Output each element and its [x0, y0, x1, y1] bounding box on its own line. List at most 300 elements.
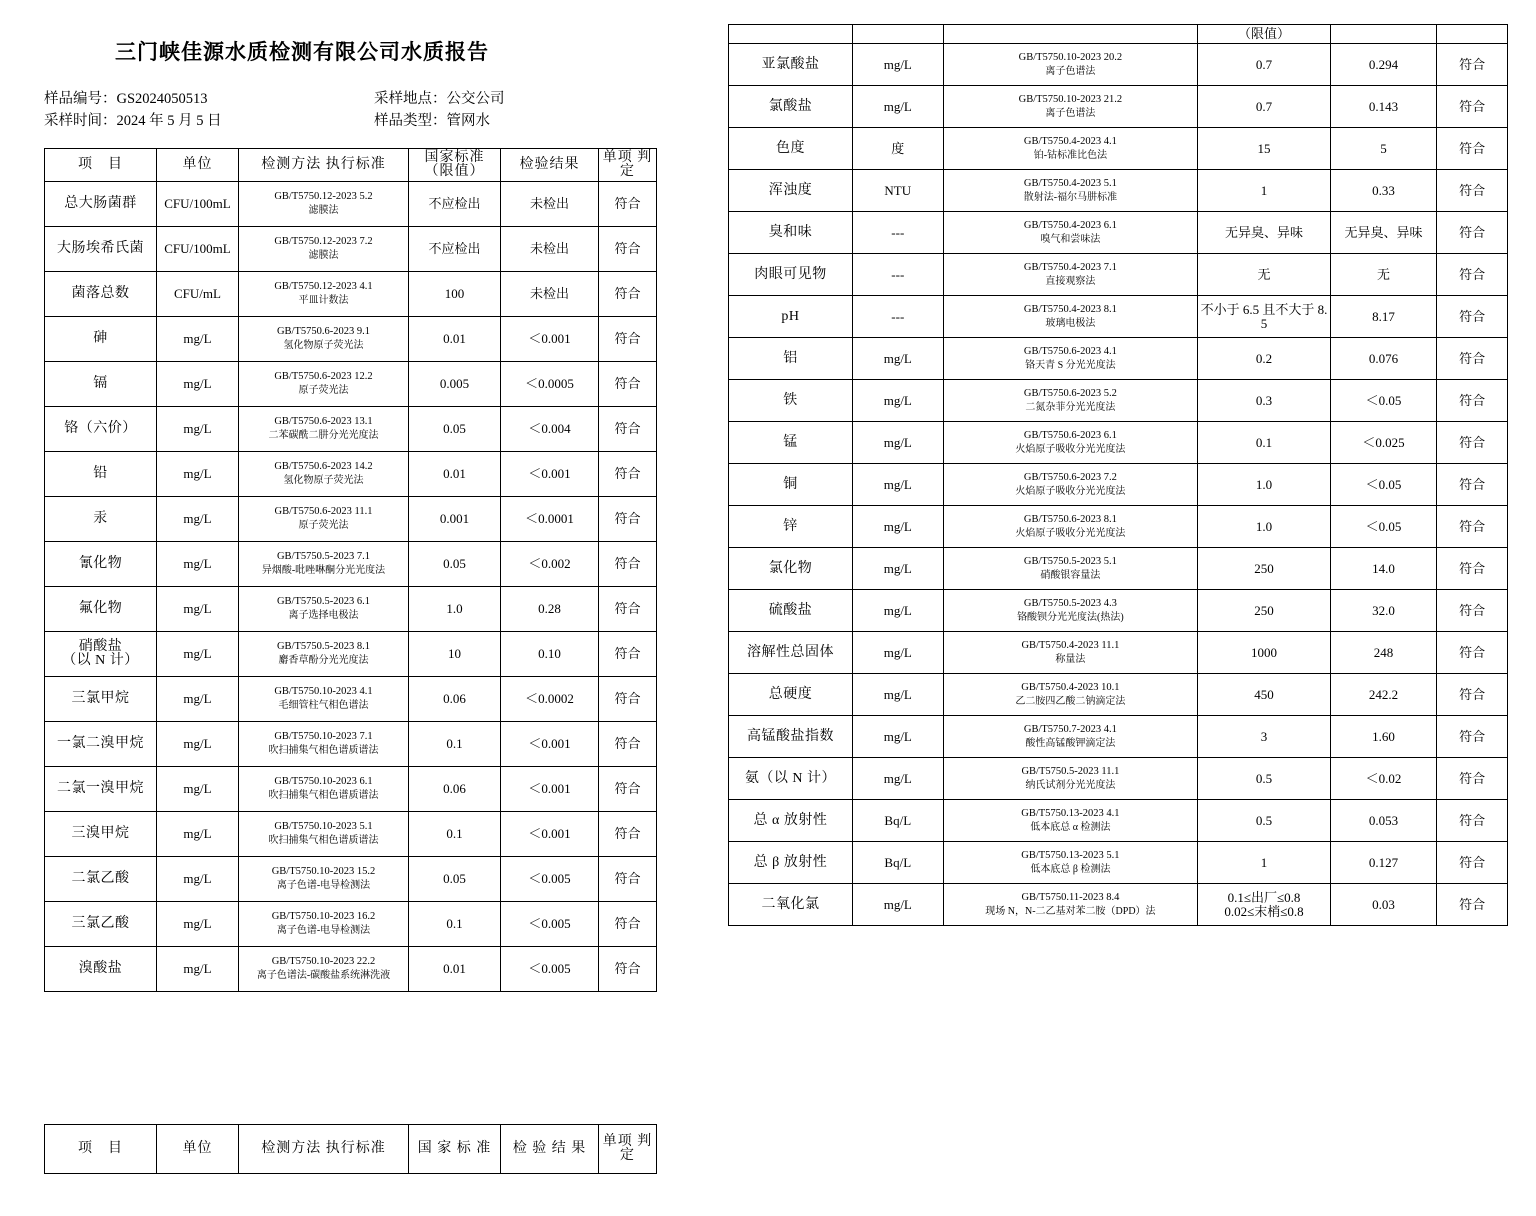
right-method: GB/T5750.4-2023 6.1 嗅气和尝味法 — [943, 212, 1198, 254]
right-result: 0.294 — [1330, 44, 1436, 86]
right-verdict: 符合 — [1437, 44, 1508, 86]
stub-col-verdict — [599, 1125, 657, 1174]
table-row — [45, 767, 657, 812]
left-method: GB/T5750.10-2023 16.2 离子色谱-电导检测法 — [239, 902, 409, 947]
table-row — [45, 542, 657, 587]
left-standard: 1.0 — [409, 587, 501, 632]
right-unit: mg/L — [852, 380, 943, 422]
stub-col-item: 项 目 — [45, 1125, 157, 1174]
right-verdict: 符合 — [1437, 170, 1508, 212]
sample-no-field — [44, 88, 374, 110]
left-result: 0.10 — [501, 632, 599, 677]
right-standard: 3 — [1198, 716, 1331, 758]
stub-col-unit: 单位 — [157, 1125, 239, 1174]
left-unit: mg/L — [157, 767, 239, 812]
right-verdict: 符合 — [1437, 800, 1508, 842]
right-unit: mg/L — [852, 674, 943, 716]
right-result: ＜0.02 — [1330, 758, 1436, 800]
right-method: GB/T5750.13-2023 4.1 低本底总 α 检测法 — [943, 800, 1198, 842]
right-item-name: 二氧化氯 — [729, 884, 853, 926]
right-col-item — [729, 25, 853, 44]
left-result: ＜0.001 — [501, 812, 599, 857]
table-row — [45, 317, 657, 362]
right-standard: 0.5 — [1198, 758, 1331, 800]
right-results-table — [728, 24, 1508, 926]
col-item: 项 目 — [45, 149, 157, 182]
right-verdict: 符合 — [1437, 884, 1508, 926]
left-result: ＜0.0001 — [501, 497, 599, 542]
right-standard: 1000 — [1198, 632, 1331, 674]
left-table-body — [45, 182, 657, 992]
table-header-row — [45, 149, 657, 182]
right-unit: mg/L — [852, 86, 943, 128]
col-verdict-line2: 判定 — [620, 150, 653, 179]
stub-col-verdict-line1: 单项 — [602, 1134, 633, 1149]
left-item-name: 二氯一溴甲烷 — [45, 767, 157, 812]
left-verdict: 符合 — [599, 722, 657, 767]
left-standard: 0.1 — [409, 722, 501, 767]
right-method: GB/T5750.6-2023 5.2 二氮杂菲分光光度法 — [943, 380, 1198, 422]
left-method: GB/T5750.6-2023 14.2 氢化物原子荧光法 — [239, 452, 409, 497]
left-standard: 0.01 — [409, 947, 501, 992]
right-unit: mg/L — [852, 338, 943, 380]
right-method: GB/T5750.4-2023 11.1 称量法 — [943, 632, 1198, 674]
right-method: GB/T5750.4-2023 10.1 乙二胺四乙酸二钠滴定法 — [943, 674, 1198, 716]
table-row — [45, 947, 657, 992]
table-row — [729, 842, 1508, 884]
table-row — [45, 452, 657, 497]
left-standard: 0.001 — [409, 497, 501, 542]
right-col-method — [943, 25, 1198, 44]
table-row — [45, 227, 657, 272]
table-row — [729, 422, 1508, 464]
right-verdict: 符合 — [1437, 422, 1508, 464]
right-item-name: 锰 — [729, 422, 853, 464]
site-value: 公交公司 — [446, 91, 505, 107]
right-standard: 1 — [1198, 842, 1331, 884]
right-unit: mg/L — [852, 548, 943, 590]
sample-no-label: 样品编号： — [44, 91, 117, 107]
left-result: ＜0.005 — [501, 857, 599, 902]
right-verdict: 符合 — [1437, 464, 1508, 506]
right-item-name: 高锰酸盐指数 — [729, 716, 853, 758]
continuation-header-table — [44, 1124, 657, 1174]
right-unit: mg/L — [852, 44, 943, 86]
left-item-name: 三氯乙酸 — [45, 902, 157, 947]
table-row — [729, 716, 1508, 758]
left-result: 0.28 — [501, 587, 599, 632]
left-verdict: 符合 — [599, 272, 657, 317]
left-method: GB/T5750.6-2023 13.1 二苯碳酰二肼分光光度法 — [239, 407, 409, 452]
right-verdict: 符合 — [1437, 128, 1508, 170]
right-unit: NTU — [852, 170, 943, 212]
right-method: GB/T5750.5-2023 5.1 硝酸银容量法 — [943, 548, 1198, 590]
right-unit: mg/L — [852, 506, 943, 548]
right-item-name: pH — [729, 296, 853, 338]
left-verdict: 符合 — [599, 407, 657, 452]
right-verdict: 符合 — [1437, 212, 1508, 254]
table-row — [45, 812, 657, 857]
table-row — [729, 338, 1508, 380]
right-result: 32.0 — [1330, 590, 1436, 632]
right-col-unit — [852, 25, 943, 44]
left-method: GB/T5750.10-2023 4.1 毛细管柱气相色谱法 — [239, 677, 409, 722]
left-standard: 0.005 — [409, 362, 501, 407]
right-item-name: 铁 — [729, 380, 853, 422]
col-unit: 单位 — [157, 149, 239, 182]
table-row — [45, 272, 657, 317]
table-row — [729, 170, 1508, 212]
stub-col-method — [239, 1125, 409, 1174]
left-unit: CFU/100mL — [157, 182, 239, 227]
sampling-time-value: 2024 年 5 月 5 日 — [116, 113, 222, 129]
left-standard: 0.05 — [409, 542, 501, 587]
right-standard: 不小于 6.5 且不大于 8.5 — [1198, 296, 1331, 338]
right-method: GB/T5750.7-2023 4.1 酸性高锰酸钾滴定法 — [943, 716, 1198, 758]
right-unit: mg/L — [852, 632, 943, 674]
right-result: ＜0.025 — [1330, 422, 1436, 464]
right-unit: 度 — [852, 128, 943, 170]
sample-no-value: GS2024050513 — [116, 91, 208, 107]
right-item-name: 总硬度 — [729, 674, 853, 716]
right-verdict: 符合 — [1437, 380, 1508, 422]
stub-col-method-line1: 检测方法 — [261, 1141, 322, 1156]
left-verdict: 符合 — [599, 542, 657, 587]
sampling-time-label: 采样时间： — [44, 113, 117, 129]
left-unit: mg/L — [157, 407, 239, 452]
right-unit: mg/L — [852, 716, 943, 758]
continuation-header-row — [45, 1125, 657, 1174]
stub-col-method-line2: 执行标准 — [325, 1141, 386, 1156]
left-standard: 0.06 — [409, 677, 501, 722]
right-result: ＜0.05 — [1330, 464, 1436, 506]
table-row — [729, 506, 1508, 548]
left-item-name: 硝酸盐 （以 N 计） — [45, 632, 157, 677]
right-method: GB/T5750.5-2023 4.3 铬酸钡分光光度法(热法) — [943, 590, 1198, 632]
left-item-name: 铬（六价） — [45, 407, 157, 452]
left-item-name: 三溴甲烷 — [45, 812, 157, 857]
left-verdict: 符合 — [599, 677, 657, 722]
left-unit: mg/L — [157, 812, 239, 857]
left-result: 未检出 — [501, 182, 599, 227]
left-standard: 0.05 — [409, 857, 501, 902]
col-standard-line2: （限值） — [424, 164, 485, 179]
left-unit: mg/L — [157, 857, 239, 902]
right-item-name: 肉眼可见物 — [729, 254, 853, 296]
right-unit: mg/L — [852, 590, 943, 632]
left-unit: mg/L — [157, 542, 239, 587]
left-method: GB/T5750.12-2023 7.2 滤膜法 — [239, 227, 409, 272]
right-result: 0.143 — [1330, 86, 1436, 128]
left-item-name: 溴酸盐 — [45, 947, 157, 992]
col-method-line1: 检测方法 — [261, 157, 322, 172]
right-verdict: 符合 — [1437, 254, 1508, 296]
right-method: GB/T5750.4-2023 5.1 散射法-福尔马肼标准 — [943, 170, 1198, 212]
right-method: GB/T5750.6-2023 7.2 火焰原子吸收分光光度法 — [943, 464, 1198, 506]
left-standard: 0.05 — [409, 407, 501, 452]
left-unit: mg/L — [157, 947, 239, 992]
left-result: ＜0.002 — [501, 542, 599, 587]
left-verdict: 符合 — [599, 497, 657, 542]
left-standard: 0.06 — [409, 767, 501, 812]
table-row — [45, 497, 657, 542]
right-method: GB/T5750.4-2023 7.1 直接观察法 — [943, 254, 1198, 296]
right-result: 无 — [1330, 254, 1436, 296]
right-standard: 15 — [1198, 128, 1331, 170]
right-verdict: 符合 — [1437, 338, 1508, 380]
right-verdict: 符合 — [1437, 674, 1508, 716]
left-method: GB/T5750.5-2023 6.1 离子选择电极法 — [239, 587, 409, 632]
right-verdict: 符合 — [1437, 86, 1508, 128]
left-method: GB/T5750.6-2023 9.1 氢化物原子荧光法 — [239, 317, 409, 362]
left-verdict: 符合 — [599, 452, 657, 497]
left-unit: mg/L — [157, 902, 239, 947]
right-method: GB/T5750.4-2023 4.1 铂-钴标准比色法 — [943, 128, 1198, 170]
left-verdict: 符合 — [599, 587, 657, 632]
left-standard: 不应检出 — [409, 182, 501, 227]
right-item-name: 氨（以 N 计） — [729, 758, 853, 800]
table-row — [729, 380, 1508, 422]
meta-row-1 — [44, 88, 654, 110]
right-standard: 无 — [1198, 254, 1331, 296]
left-method: GB/T5750.10-2023 22.2 离子色谱法-碳酸盐系统淋洗液 — [239, 947, 409, 992]
sampling-time-field — [44, 110, 374, 132]
col-standard-line1: 国家标准 — [424, 150, 485, 165]
table-row — [729, 884, 1508, 926]
table-row — [45, 182, 657, 227]
right-item-name: 铝 — [729, 338, 853, 380]
left-item-name: 三氯甲烷 — [45, 677, 157, 722]
right-standard: 0.7 — [1198, 44, 1331, 86]
right-result: 248 — [1330, 632, 1436, 674]
left-verdict: 符合 — [599, 767, 657, 812]
right-result: 242.2 — [1330, 674, 1436, 716]
right-standard: 250 — [1198, 548, 1331, 590]
right-standard: 无异臭、异味 — [1198, 212, 1331, 254]
right-verdict: 符合 — [1437, 590, 1508, 632]
right-standard: 0.7 — [1198, 86, 1331, 128]
left-standard: 0.1 — [409, 902, 501, 947]
sample-type-value: 管网水 — [446, 113, 490, 129]
right-result: 5 — [1330, 128, 1436, 170]
meta-row-2 — [44, 110, 654, 132]
right-standard: 0.5 — [1198, 800, 1331, 842]
table-row — [729, 800, 1508, 842]
left-result: 未检出 — [501, 272, 599, 317]
right-unit: Bq/L — [852, 800, 943, 842]
right-method: GB/T5750.6-2023 4.1 铬天青 S 分光光度法 — [943, 338, 1198, 380]
table-row — [729, 86, 1508, 128]
left-item-name: 一氯二溴甲烷 — [45, 722, 157, 767]
table-row — [45, 362, 657, 407]
stub-col-verdict-line2: 判定 — [620, 1134, 653, 1163]
right-item-name: 硫酸盐 — [729, 590, 853, 632]
table-row — [729, 758, 1508, 800]
right-standard: 450 — [1198, 674, 1331, 716]
right-item-name: 锌 — [729, 506, 853, 548]
right-verdict: 符合 — [1437, 842, 1508, 884]
sample-type-label: 样品类型： — [374, 113, 447, 129]
right-item-name: 铜 — [729, 464, 853, 506]
col-method — [239, 149, 409, 182]
stub-col-standard: 国 家 标 准 — [409, 1125, 501, 1174]
left-unit: CFU/mL — [157, 272, 239, 317]
table-row — [45, 587, 657, 632]
left-verdict: 符合 — [599, 362, 657, 407]
right-result: 8.17 — [1330, 296, 1436, 338]
left-item-name: 氟化物 — [45, 587, 157, 632]
left-verdict: 符合 — [599, 182, 657, 227]
col-verdict-line1: 单项 — [602, 150, 633, 165]
right-unit: --- — [852, 296, 943, 338]
right-method: GB/T5750.5-2023 11.1 纳氏试剂分光光度法 — [943, 758, 1198, 800]
left-item-name: 砷 — [45, 317, 157, 362]
left-verdict: 符合 — [599, 317, 657, 362]
left-verdict: 符合 — [599, 227, 657, 272]
right-method: GB/T5750.4-2023 8.1 玻璃电极法 — [943, 296, 1198, 338]
left-unit: mg/L — [157, 722, 239, 767]
right-standard: 0.3 — [1198, 380, 1331, 422]
left-result: ＜0.0005 — [501, 362, 599, 407]
right-item-name: 色度 — [729, 128, 853, 170]
left-method: GB/T5750.6-2023 11.1 原子荧光法 — [239, 497, 409, 542]
table-row — [729, 590, 1508, 632]
right-item-name: 臭和味 — [729, 212, 853, 254]
right-standard: 250 — [1198, 590, 1331, 632]
site-field — [374, 88, 634, 110]
left-standard: 100 — [409, 272, 501, 317]
left-unit: mg/L — [157, 587, 239, 632]
right-standard: 1.0 — [1198, 464, 1331, 506]
right-item-name: 总 α 放射性 — [729, 800, 853, 842]
col-method-line2: 执行标准 — [325, 157, 386, 172]
right-method: GB/T5750.10-2023 21.2 离子色谱法 — [943, 86, 1198, 128]
right-col-result — [1330, 25, 1436, 44]
right-item-name: 浑浊度 — [729, 170, 853, 212]
site-label: 采样地点： — [374, 91, 447, 107]
left-unit: mg/L — [157, 497, 239, 542]
right-result: 1.60 — [1330, 716, 1436, 758]
right-result: ＜0.05 — [1330, 380, 1436, 422]
right-item-name: 总 β 放射性 — [729, 842, 853, 884]
left-item-name: 镉 — [45, 362, 157, 407]
right-method: GB/T5750.6-2023 8.1 火焰原子吸收分光光度法 — [943, 506, 1198, 548]
table-row — [729, 44, 1508, 86]
right-verdict: 符合 — [1437, 716, 1508, 758]
right-result: 0.03 — [1330, 884, 1436, 926]
table-row — [729, 254, 1508, 296]
right-item-name: 氯化物 — [729, 548, 853, 590]
right-unit: mg/L — [852, 464, 943, 506]
page-gap — [700, 0, 701, 1216]
right-standard: 0.1≤出厂≤0.8 0.02≤末梢≤0.8 — [1198, 884, 1331, 926]
right-method: GB/T5750.11-2023 8.4 现场 N，N-二乙基对苯二胺（DPD）法 — [943, 884, 1198, 926]
left-results-table — [44, 148, 657, 992]
left-standard: 10 — [409, 632, 501, 677]
table-row — [729, 632, 1508, 674]
right-verdict: 符合 — [1437, 296, 1508, 338]
right-standard: 1 — [1198, 170, 1331, 212]
right-result: 0.33 — [1330, 170, 1436, 212]
left-result: ＜0.001 — [501, 317, 599, 362]
table-row — [729, 128, 1508, 170]
left-item-name: 二氯乙酸 — [45, 857, 157, 902]
left-unit: mg/L — [157, 677, 239, 722]
left-verdict: 符合 — [599, 947, 657, 992]
left-result: ＜0.0002 — [501, 677, 599, 722]
right-unit: mg/L — [852, 422, 943, 464]
col-standard — [409, 149, 501, 182]
left-unit: mg/L — [157, 452, 239, 497]
right-result: ＜0.05 — [1330, 506, 1436, 548]
right-standard: 0.2 — [1198, 338, 1331, 380]
left-result: ＜0.001 — [501, 767, 599, 812]
left-method: GB/T5750.12-2023 4.1 平皿计数法 — [239, 272, 409, 317]
left-method: GB/T5750.6-2023 12.2 原子荧光法 — [239, 362, 409, 407]
table-row — [45, 857, 657, 902]
col-result: 检验结果 — [501, 149, 599, 182]
right-unit: --- — [852, 212, 943, 254]
right-standard: 1.0 — [1198, 506, 1331, 548]
left-verdict: 符合 — [599, 812, 657, 857]
left-item-name: 铅 — [45, 452, 157, 497]
right-method: GB/T5750.10-2023 20.2 离子色谱法 — [943, 44, 1198, 86]
left-method: GB/T5750.12-2023 5.2 滤膜法 — [239, 182, 409, 227]
right-unit: mg/L — [852, 758, 943, 800]
right-item-name: 亚氯酸盐 — [729, 44, 853, 86]
right-result: 0.127 — [1330, 842, 1436, 884]
left-page-column — [0, 0, 700, 1216]
table-row — [729, 548, 1508, 590]
right-verdict: 符合 — [1437, 632, 1508, 674]
left-method: GB/T5750.5-2023 8.1 麝香草酚分光光度法 — [239, 632, 409, 677]
left-item-name: 汞 — [45, 497, 157, 542]
left-unit: mg/L — [157, 317, 239, 362]
right-verdict: 符合 — [1437, 506, 1508, 548]
left-result: 未检出 — [501, 227, 599, 272]
right-table-header-row — [729, 25, 1508, 44]
left-method: GB/T5750.10-2023 15.2 离子色谱-电导检测法 — [239, 857, 409, 902]
left-method: GB/T5750.10-2023 6.1 吹扫捕集气相色谱质谱法 — [239, 767, 409, 812]
left-method: GB/T5750.10-2023 5.1 吹扫捕集气相色谱质谱法 — [239, 812, 409, 857]
left-result: ＜0.001 — [501, 722, 599, 767]
left-result: ＜0.001 — [501, 452, 599, 497]
left-verdict: 符合 — [599, 857, 657, 902]
left-method: GB/T5750.10-2023 7.1 吹扫捕集气相色谱质谱法 — [239, 722, 409, 767]
left-unit: mg/L — [157, 632, 239, 677]
table-row — [45, 722, 657, 767]
right-result: 14.0 — [1330, 548, 1436, 590]
col-verdict — [599, 149, 657, 182]
left-verdict: 符合 — [599, 632, 657, 677]
left-unit: CFU/100mL — [157, 227, 239, 272]
right-verdict: 符合 — [1437, 548, 1508, 590]
left-item-name: 大肠埃希氏菌 — [45, 227, 157, 272]
right-standard: 0.1 — [1198, 422, 1331, 464]
right-verdict: 符合 — [1437, 758, 1508, 800]
left-result: ＜0.005 — [501, 902, 599, 947]
table-row — [45, 902, 657, 947]
right-method: GB/T5750.13-2023 5.1 低本底总 β 检测法 — [943, 842, 1198, 884]
right-method: GB/T5750.6-2023 6.1 火焰原子吸收分光光度法 — [943, 422, 1198, 464]
table-row — [729, 674, 1508, 716]
left-standard: 0.1 — [409, 812, 501, 857]
page-title: 三门峡佳源水质检测有限公司水质报告 — [115, 40, 489, 64]
right-col-verdict — [1437, 25, 1508, 44]
sample-type-field — [374, 110, 634, 132]
left-result: ＜0.005 — [501, 947, 599, 992]
left-standard: 0.01 — [409, 317, 501, 362]
